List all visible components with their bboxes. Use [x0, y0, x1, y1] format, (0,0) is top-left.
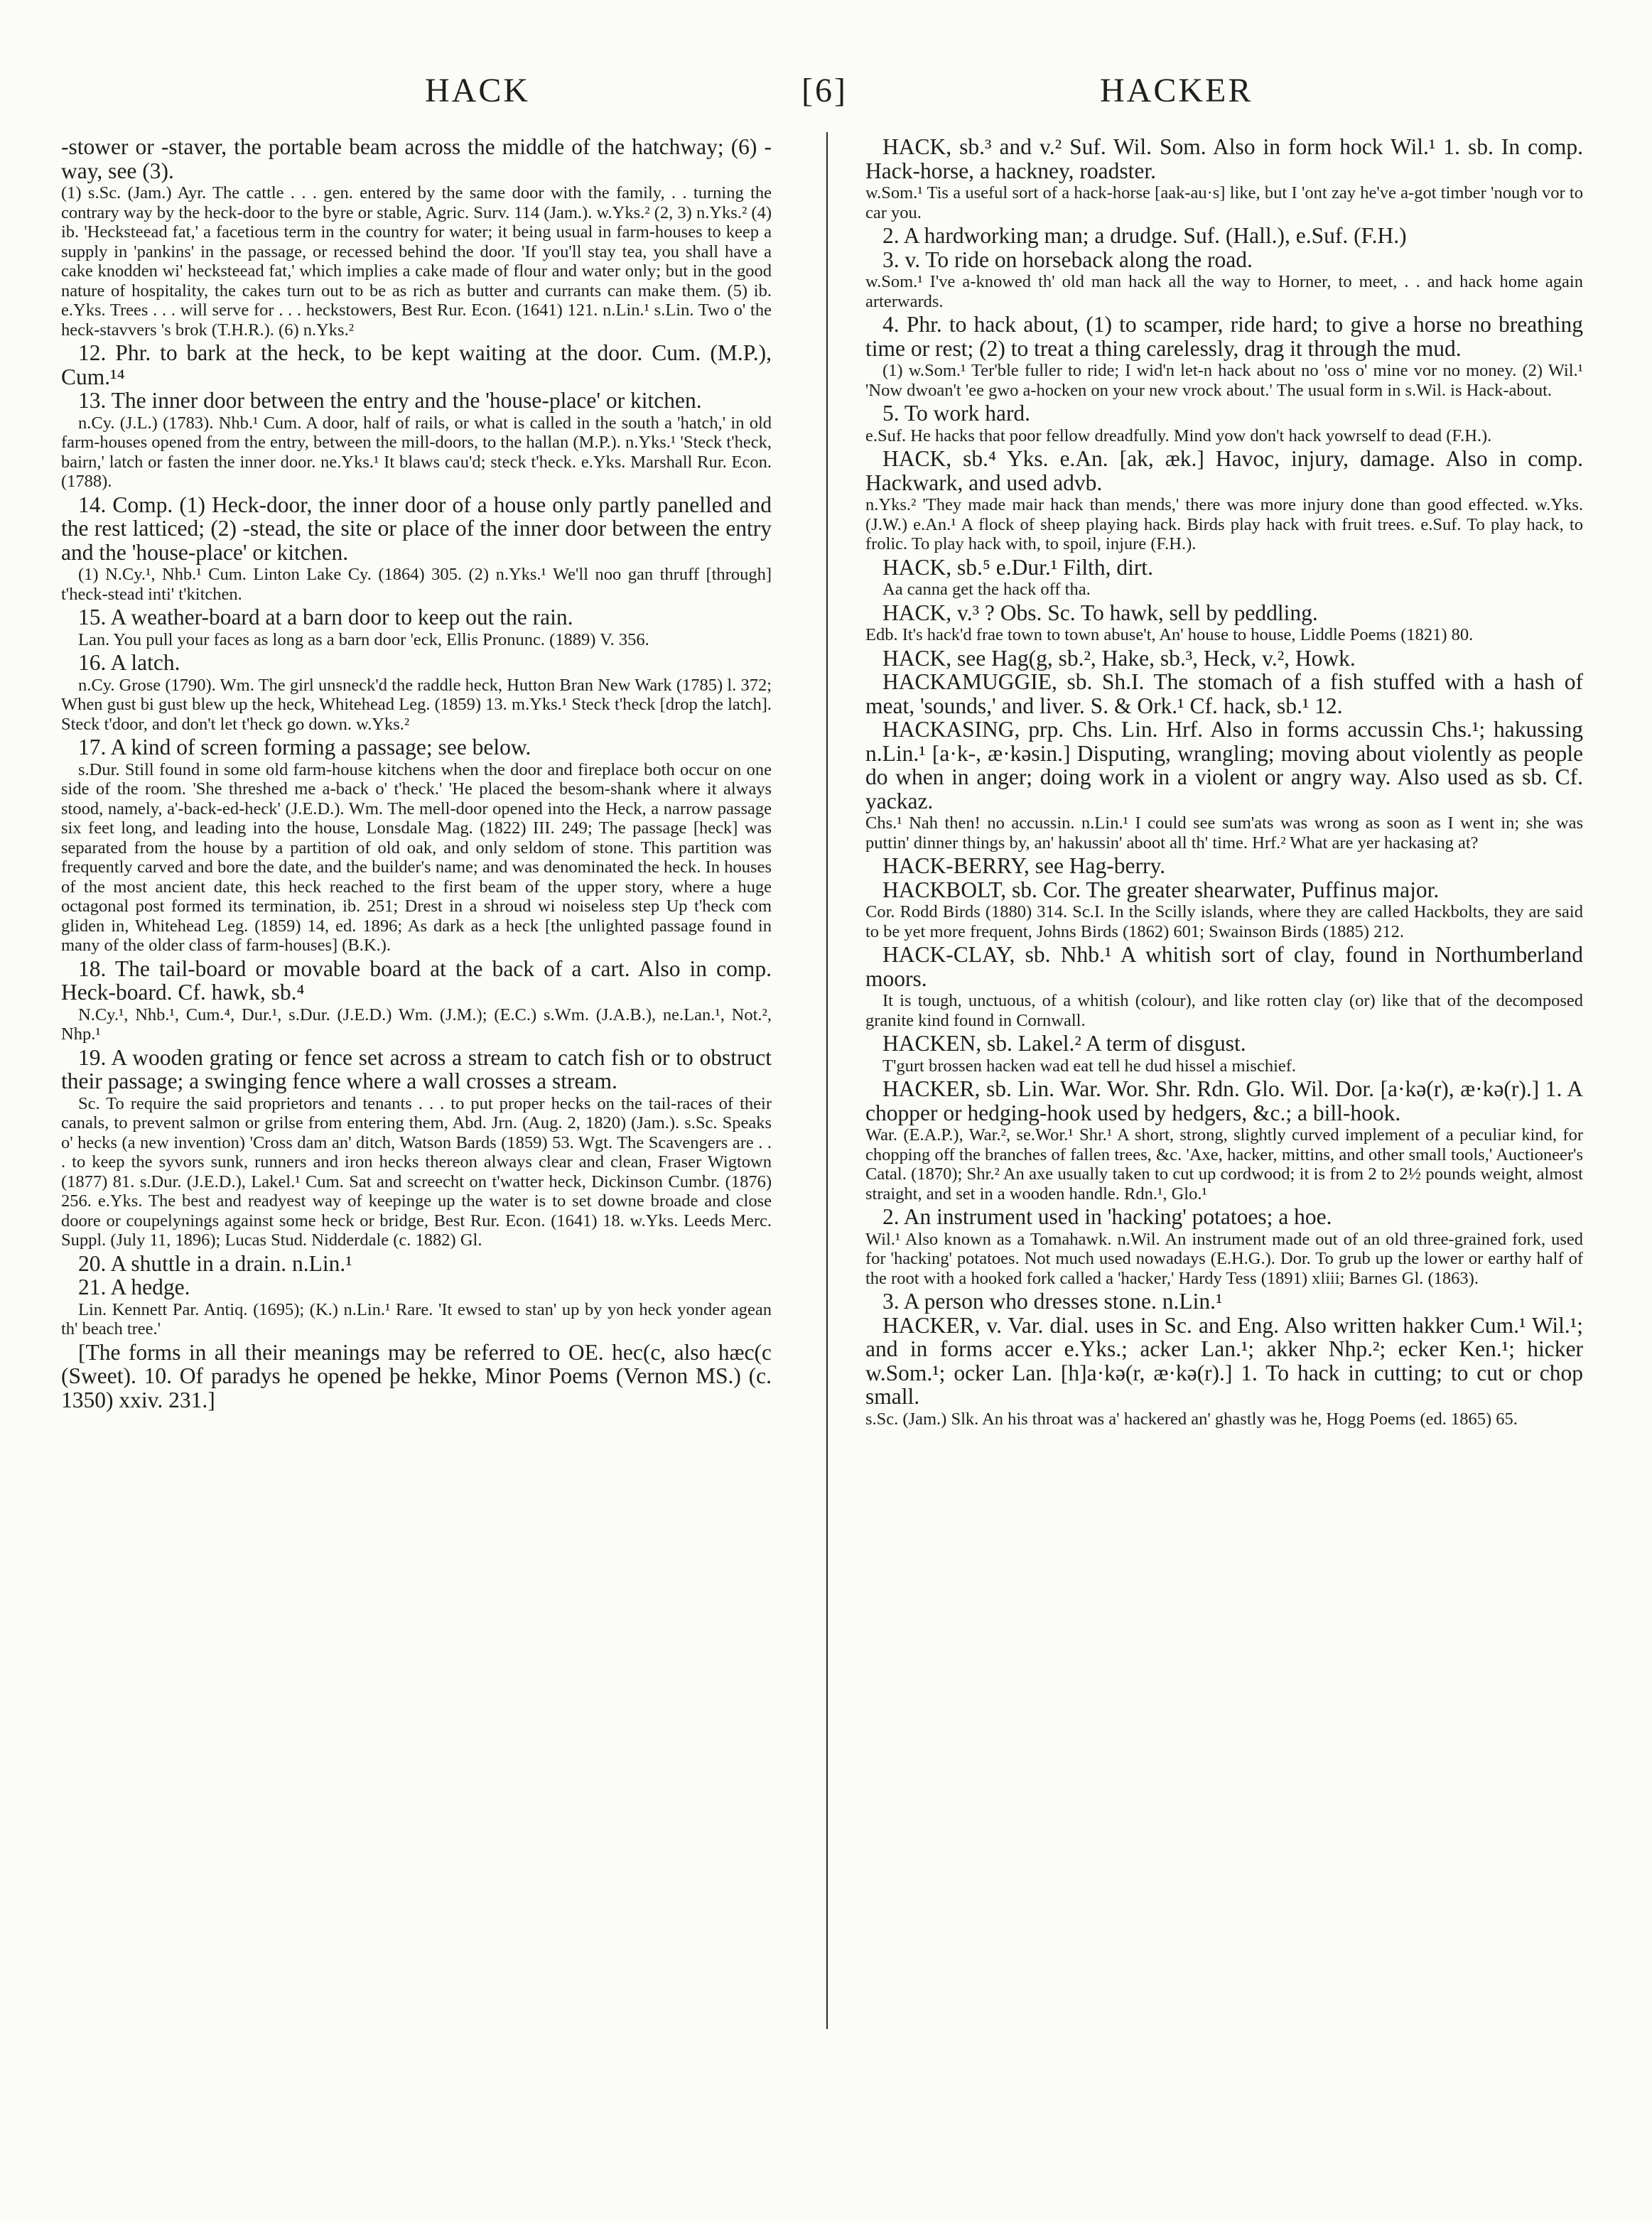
right-headword-entry: HACK-CLAY, sb. Nhb.¹ A whitish sort of clay, found in Northumberland moors.	[865, 942, 1583, 991]
left-citation: N.Cy.¹, Nhb.¹, Cum.⁴, Dur.¹, s.Dur. (J.E.D.) Wm. (J.M.); (E.C.) s.Wm. (J.A.B.), ne.Lan.¹, Not.², Nhp.¹	[61, 1005, 772, 1044]
left-sense: 12. Phr. to bark at the heck, to be kept waiting at the door. Cum. (M.P.), Cum.¹⁴	[61, 340, 772, 389]
left-citation: (1) s.Sc. (Jam.) Ayr. The cattle . . . gen. entered by the same door with the family, . . turning the contrary way by the heck-door to the byre or stable, Agric. Surv. 114 (Jam.). w.Yks.² (2, 3) n.Yks.² (4) ib. 'Hecksteead fat,' a facetious term in the country for water; it being usual in farm-houses to keep a supply in 'pankins' in the passage, or recessed behind the door. 'If you'll stay tea, you shall have a cake knodden wi' hecksteead fat,' which implies a cake made of flour and water only; but in the good nature of hospitality, the cakes turn out to be as rich as butter and currants can make them. (5) ib. e.Yks. Trees . . . will serve for . . . heckstowers, Best Rur. Econ. (1641) 121. n.Lin.¹ s.Lin. Two o' the heck-stavvers 's brok (T.H.R.). (6) n.Yks.²	[61, 183, 772, 340]
left-sense: [The forms in all their meanings may be referred to OE. hec(c, also hæc(c (Sweet). 10. Of paradys he opened þe hekke, Minor Poems (Vernon MS.) (c. 1350) xxiv. 231.]	[61, 1339, 772, 1412]
left-sense: 17. A kind of screen forming a passage; see below.	[78, 735, 531, 759]
left-citation: n.Cy. (J.L.) (1783). Nhb.¹ Cum. A door, half of rails, or what is called in the south a 'hatch,' in old farm-houses opened from the entry, between the mill-doors, to the hallan (M.P.). n.Yks.¹ 'Steck t'heck, bairn,' latch or fasten the inner door. ne.Yks.¹ It blaws cau'd; steck t'heck. e.Yks. Marshall Rur. Econ. (1788).	[61, 413, 772, 491]
right-citation: It is tough, unctuous, of a whitish (colour), and like rotten clay (or) like that of the decomposed granite kind found in Cornwall.	[865, 991, 1583, 1030]
right-citation: Edb. It's hack'd frae town to town abuse't, An' house to house, Liddle Poems (1821) 80.	[865, 625, 1474, 644]
right-sense: 4. Phr. to hack about, (1) to scamper, ride hard; to give a horse no breathing time or rest; (2) to treat a thing carelessly, drag it through the mud.	[865, 312, 1583, 361]
right-citation: w.Som.¹ Tis a useful sort of a hack-horse [aak-au·s] like, but I 'ont zay he've a-got timber 'nough vor to car you.	[865, 183, 1583, 222]
right-citation: Chs.¹ Nah then! no accussin. n.Lin.¹ I could see sum'ats was wrong as soon as I went in; she was puttin' dinner things by, an' hakussin' aboot all th' time. Hrf.² What are yer hackasing at?	[865, 813, 1583, 853]
left-sense: 14. Comp. (1) Heck-door, the inner door of a house only partly panelled and the rest latticed; (2) -stead, the site or place of the inner door between the entry and the 'house-place' or kitchen.	[61, 492, 772, 565]
right-sense: 5. To work hard.	[882, 401, 1031, 426]
right-headword-entry: HACKAMUGGIE, sb. Sh.I. The stomach of a fish stuffed with a hash of meat, 'sounds,' and liver. S. & Ork.¹ Cf. hack, sb.¹ 12.	[865, 669, 1583, 718]
column-divider	[826, 132, 828, 2029]
right-citation: Wil.¹ Also known as a Tomahawk. n.Wil. An instrument made out of an old three-grained fork, used for 'hacking' potatoes. Not much used nowadays (E.H.G.). Dor. To grub up the lower or earthy half of the root with a hooked fork called a 'hacker,' Hardy Tess (1891) xliii; Barnes Gl. (1863).	[865, 1229, 1583, 1288]
left-sense: 18. The tail-board or movable board at the back of a cart. Also in comp. Heck-board. Cf. hawk, sb.⁴	[61, 956, 772, 1005]
right-sense: 2. An instrument used in 'hacking' potatoes; a hoe.	[882, 1204, 1332, 1229]
right-headword-entry: HACKER, sb. Lin. War. Wor. Shr. Rdn. Glo. Wil. Dor. [a·kə(r), æ·kə(r).] 1. A chopper or hedging-hook used by hedgers, &c.; a bill-hook.	[865, 1076, 1583, 1125]
left-citation: (1) N.Cy.¹, Nhb.¹ Cum. Linton Lake Cy. (1864) 305. (2) n.Yks.¹ We'll noo gan thruff [through] t'heck-stead inti' t'kitchen.	[61, 565, 772, 604]
right-headword-entry: HACK, v.³ ? Obs. Sc. To hawk, sell by peddling.	[882, 600, 1318, 625]
left-citation: s.Dur. Still found in some old farm-house kitchens when the door and fireplace both occur on one side of the room. 'She threshed me a-back o' t'heck.' 'He placed the besom-shank where it always stood, namely, a'-back-ed-heck' (J.E.D.). Wm. The mell-door opened into the Heck, a narrow passage six feet long, and leading into the house, Lonsdale Mag. (1822) III. 249; The passage [heck] was separated from the house by a partition of old oak, and only seldom of stone. This partition was frequently carved and bore the date, and the builder's name; and was denominated the heck. In houses of the most ancient date, this heck reached to the first beam of the upper story, where a huge octagonal post formed its termination, ib. 251; Drest in a shroud wi noiseless step Up t'heck com gliden in, Whitehead Leg. (1859) 14, ed. 1896; As dark as a heck [the unlighted passage found in many of the older class of farm-houses] (B.K.).	[61, 759, 772, 955]
left-sense: 21. A hedge.	[78, 1275, 190, 1299]
left-sense: 20. A shuttle in a drain. n.Lin.¹	[78, 1250, 352, 1276]
right-headword-entry: HACKBOLT, sb. Cor. The greater shearwater, Puffinus major.	[882, 877, 1440, 902]
header-right-headword: HACKER	[1100, 72, 1253, 109]
left-citation: Lan. You pull your faces as long as a barn door 'eck, Ellis Pronunc. (1889) V. 356.	[78, 629, 649, 649]
header-left-headword: HACK	[425, 72, 531, 109]
left-sense: 15. A weather-board at a barn door to keep out the rain.	[78, 605, 573, 629]
left-column	[61, 135, 772, 2210]
right-headword-entry: HACK, sb.⁴ Yks. e.An. [ak, æk.] Havoc, injury, damage. Also in comp. Hackwark, and used advb.	[865, 446, 1583, 495]
left-sense: -stower or -staver, the portable beam across the middle of the hatchway; (6) -way, see (3).	[61, 135, 772, 183]
page-number: [6]	[801, 72, 848, 109]
right-citation: e.Suf. He hacks that poor fellow dreadfully. Mind yow don't hack yowrself to dead (F.H.).	[865, 426, 1492, 445]
right-citation: War. (E.A.P.), War.², se.Wor.¹ Shr.¹ A short, strong, slightly curved implement of a peculiar kind, for chopping off the branches of fallen trees, &c. 'Axe, hacker, mittins, and other small tools,' Auctioneer's Catal. (1870); Shr.² An axe usually taken to cut up cordwood; it is from 2 to 2½ pounds weight, almost straight, and set in a wooden handle. Rdn.¹, Glo.¹	[865, 1125, 1583, 1204]
left-citation: Sc. To require the said proprietors and tenants . . . to put proper hecks on the tail-races of their canals, to prevent salmon or grilse from entering them, Abd. Jrn. (Aug. 2, 1820) (Jam.). s.Sc. Speaks o' hecks (a new invention) 'Cross dam an' ditch, Watson Bards (1859) 53. Wgt. The Scavengers are . . . to keep the syvors sunk, runners and iron hecks thereon always clear and clean, Fraser Wigtown (1877) 81. s.Dur. (J.E.D.), Lakel.¹ Cum. Sat and screecht on t'watter heck, Dickinson Cumbr. (1876) 256. e.Yks. The best and readyest way of keepinge up the water is to set downe broade and close doore or coupelynings against some heck or bridge, Best Rur. Econ. (1641) 18. w.Yks. Leeds Merc. Suppl. (July 11, 1896); Lucas Stud. Nidderdale (c. 1882) Gl.	[61, 1093, 772, 1250]
left-sense: 13. The inner door between the entry and the 'house-place' or kitchen.	[78, 388, 702, 413]
right-column	[865, 135, 1583, 2210]
right-headword-entry: HACK-BERRY, see Hag-berry.	[882, 853, 1166, 878]
left-sense: 16. A latch.	[78, 650, 180, 675]
right-citation: n.Yks.² 'They made mair hack than mends,' there was more injury done than good effected. w.Yks. (J.W.) e.An.¹ A flock of sheep playing hack. Birds play hack with fruit trees. e.Suf. To play hack, to frolic. To play hack with, to spoil, injure (F.H.).	[865, 495, 1583, 553]
right-headword-entry: HACK, sb.⁵ e.Dur.¹ Filth, dirt.	[882, 554, 1153, 580]
right-sense: 2. A hardworking man; a drudge. Suf. (Hall.), e.Suf. (F.H.)	[882, 223, 1407, 248]
running-header	[0, 71, 1652, 121]
right-headword-entry: HACK, sb.³ and v.² Suf. Wil. Som. Also in form hock Wil.¹ 1. sb. In comp. Hack-horse, a hackney, roadster.	[865, 135, 1583, 183]
right-citation: T'gurt brossen hacken wad eat tell he dud hissel a mischief.	[882, 1056, 1297, 1076]
right-citation: Aa canna get the hack off tha.	[882, 580, 1091, 599]
right-citation: Cor. Rodd Birds (1880) 314. Sc.I. In the Scilly islands, where they are called Hackbolts, they are said to be yet more frequent, Johns Birds (1862) 601; Swainson Birds (1885) 212.	[865, 902, 1583, 941]
left-citation: n.Cy. Grose (1790). Wm. The girl unsneck'd the raddle heck, Hutton Bran New Wark (1785) l. 372; When gust bi gust blew up the heck, Whitehead Leg. (1859) 13. m.Yks.¹ Steck t'heck [drop the latch]. Steck t'door, and don't let t'heck go down. w.Yks.²	[61, 675, 772, 734]
right-citation: w.Som.¹ I've a-knowed th' old man hack all the way to Horner, to meet, . . and hack home again arterwards.	[865, 272, 1583, 311]
right-headword-entry: HACKASING, prp. Chs. Lin. Hrf. Also in forms accussin Chs.¹; hakussing n.Lin.¹ [a·k-, æ·kəsin.] Disputing, wrangling; moving about violently as people do when in anger; doing work in a violent or angry way. Also used as sb. Cf. yackaz.	[865, 717, 1583, 813]
left-sense: 19. A wooden grating or fence set across a stream to catch fish or to obstruct their passage; a swinging fence where a wall crosses a stream.	[61, 1044, 772, 1093]
right-sense: 3. A person who dresses stone. n.Lin.¹	[882, 1289, 1223, 1314]
right-headword-entry: HACK, see Hag(g, sb.², Hake, sb.³, Heck, v.², Howk.	[882, 645, 1356, 671]
right-citation: (1) w.Som.¹ Ter'ble fuller to ride; I wid'n let-n hack about no 'oss o' mine vor no money. (2) Wil.¹ 'Now dwoan't 'ee gwo a-hocken on your new vrock about.' The usual form in s.Wil. is Hack-about.	[865, 361, 1583, 400]
right-citation: s.Sc. (Jam.) Slk. An his throat was a' hackered an' ghastly was he, Hogg Poems (ed. 1865) 65.	[865, 1409, 1518, 1429]
left-citation: Lin. Kennett Par. Antiq. (1695); (K.) n.Lin.¹ Rare. 'It ewsed to stan' up by yon heck yonder agean th' beach tree.'	[61, 1299, 772, 1338]
right-headword-entry: HACKEN, sb. Lakel.² A term of disgust.	[882, 1031, 1246, 1056]
right-sense: 3. v. To ride on horseback along the road.	[882, 247, 1253, 272]
right-headword-entry: HACKER, v. Var. dial. uses in Sc. and Eng. Also written hakker Cum.¹ Wil.¹; and in forms accer e.Yks.; acker Lan.¹; akker Nhp.²; ecker Ken.¹; hicker w.Som.¹; ocker Lan. [h]a·kə(r, æ·kə(r).] 1. To hack in cutting; to cut or chop small.	[865, 1312, 1583, 1409]
